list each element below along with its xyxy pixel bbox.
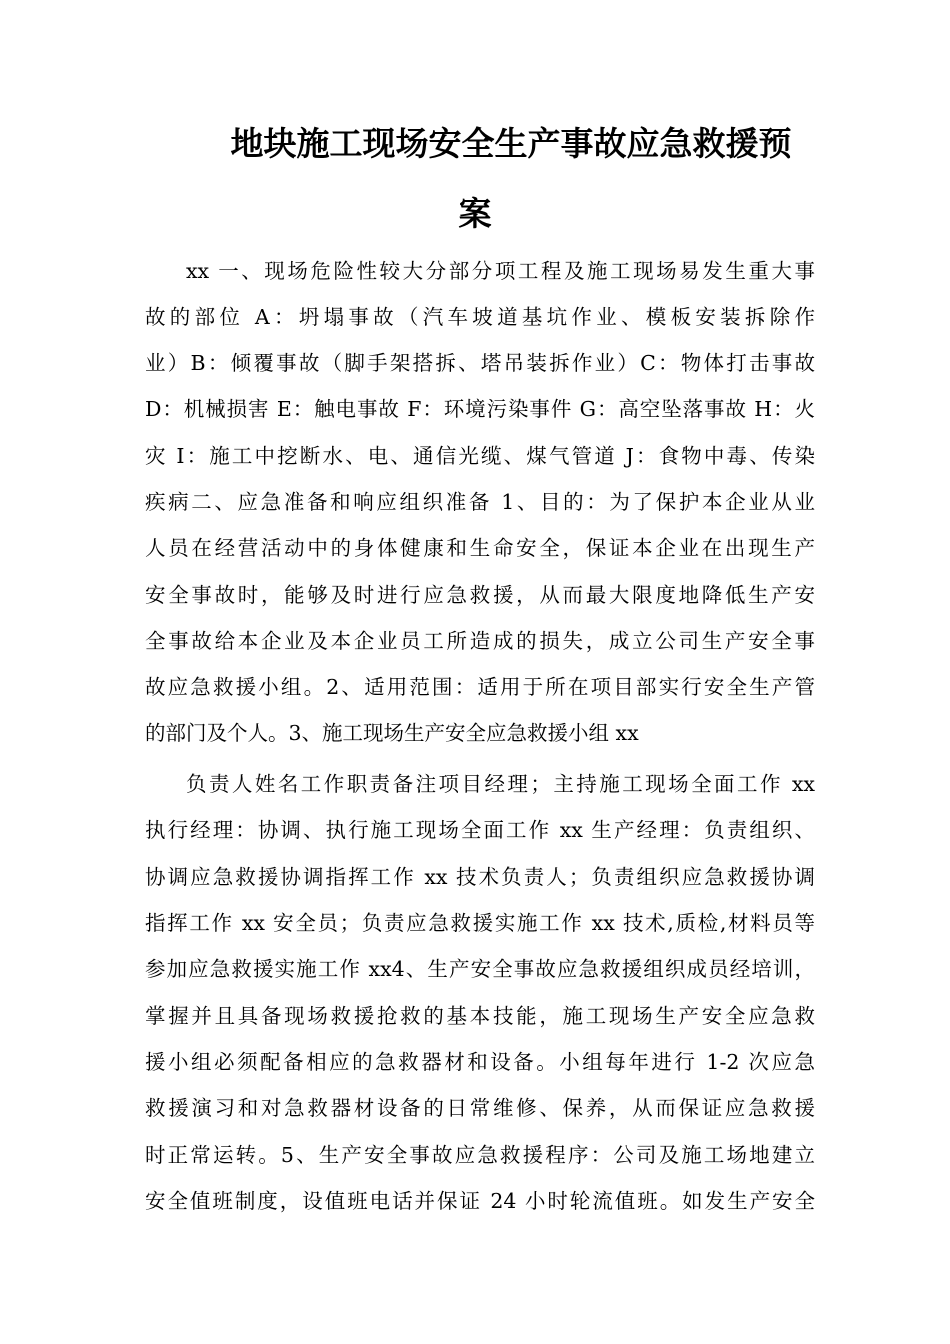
paragraph-1-line: 故应急救援小组。2、适用范围：适用于所在项目部实行安全生产管 bbox=[145, 675, 815, 699]
document-title-line-2: 案 bbox=[458, 194, 492, 233]
paragraph-2-line: 指挥工作 xx 安全员；负责应急救援实施工作 xx 技术,质检,材料员等 bbox=[145, 911, 815, 935]
paragraph-2-line: 时正常运转。5、生产安全事故应急救援程序：公司及施工场地建立 bbox=[145, 1143, 815, 1167]
paragraph-2-line: 救援演习和对急救器材设备的日常维修、保养，从而保证应急救援 bbox=[145, 1096, 815, 1120]
paragraph-1-line: 灾 I：施工中挖断水、电、通信光缆、煤气管道 J：食物中毒、传染 bbox=[145, 444, 815, 468]
paragraph-1-line: 业）B：倾覆事故（脚手架搭拆、塔吊装拆作业）C：物体打击事故 bbox=[145, 351, 815, 375]
paragraph-2-line: 援小组必须配备相应的急救器材和设备。小组每年进行 1-2 次应急 bbox=[145, 1050, 815, 1074]
paragraph-1-line: xx 一、现场危险性较大分部分项工程及施工现场易发生重大事 bbox=[186, 259, 815, 283]
paragraph-1-line: 安全事故时，能够及时进行应急救援，从而最大限度地降低生产安 bbox=[145, 583, 815, 607]
paragraph-2-line: 掌握并且具备现场救援抢救的基本技能，施工现场生产安全应急救 bbox=[145, 1004, 815, 1028]
paragraph-2-line: 协调应急救援协调指挥工作 xx 技术负责人；负责组织应急救援协调 bbox=[145, 865, 815, 889]
paragraph-2-line: 安全值班制度，设值班电话并保证 24 小时轮流值班。如发生产安全 bbox=[145, 1189, 815, 1213]
paragraph-2-line: 负责人姓名工作职责备注项目经理；主持施工现场全面工作 xx bbox=[186, 772, 815, 796]
paragraph-1-line: 疾病二、应急准备和响应组织准备 1、目的：为了保护本企业从业 bbox=[145, 490, 815, 514]
paragraph-2-line: 执行经理：协调、执行施工现场全面工作 xx 生产经理：负责组织、 bbox=[145, 818, 815, 842]
paragraph-2-line: 参加应急救援实施工作 xx4、生产安全事故应急救援组织成员经培训， bbox=[145, 957, 815, 981]
paragraph-1-line: D：机械损害 E：触电事故 F：环境污染事件 G：高空坠落事故 H：火 bbox=[145, 397, 815, 421]
paragraph-1-line: 故的部位 A：坍塌事故（汽车坡道基坑作业、模板安装拆除作 bbox=[145, 305, 815, 329]
document-title-line-1: 地块施工现场安全生产事故应急救援预 bbox=[230, 124, 792, 163]
paragraph-1-line: 人员在经营活动中的身体健康和生命安全，保证本企业在出现生产 bbox=[145, 536, 815, 560]
paragraph-1-line: 全事故给本企业及本企业员工所造成的损失，成立公司生产安全事 bbox=[145, 629, 815, 653]
paragraph-1-line: 的部门及个人。3、施工现场生产安全应急救援小组 xx bbox=[145, 721, 639, 745]
